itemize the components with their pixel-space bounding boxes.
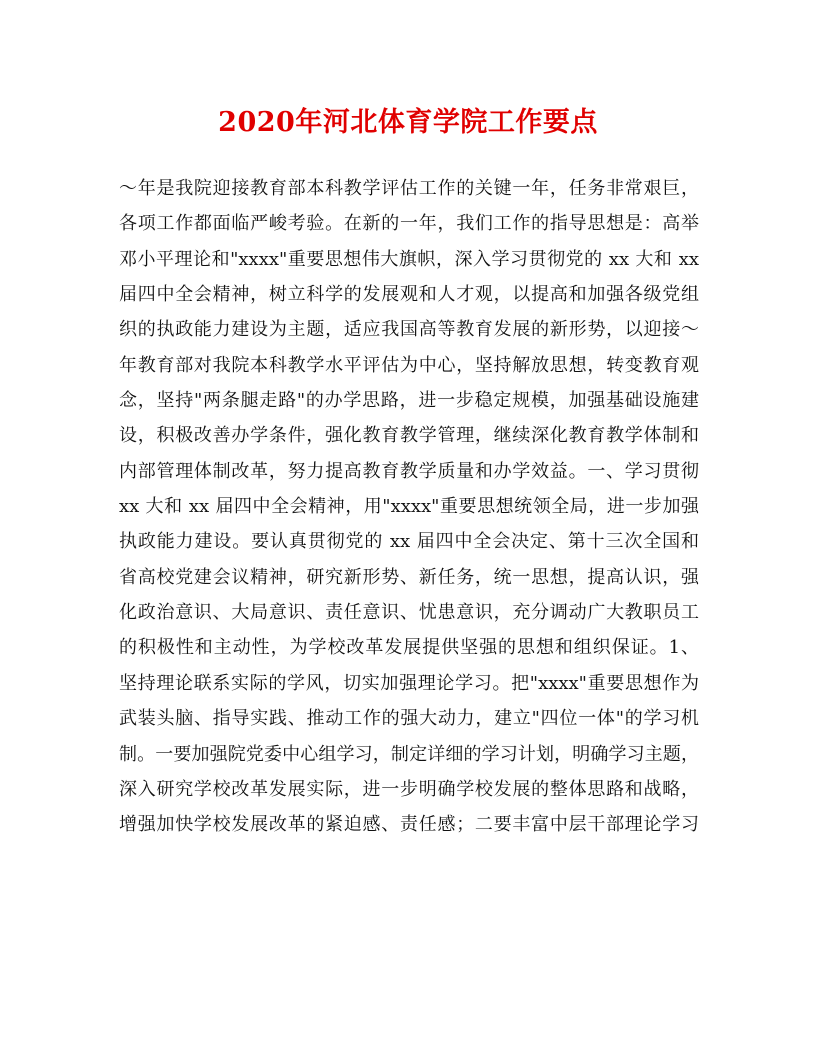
paragraph-line: 念，坚持"两条腿走路"的办学思路，进一步稳定规模，加强基础设施建 [119, 390, 699, 412]
paragraph-line: 设，积极改善办学条件，强化教育教学管理，继续深化教育教学体制和 [119, 425, 699, 447]
paragraph-line: 的积极性和主动性，为学校改革发展提供坚强的思想和组织保证。1、 [119, 637, 699, 659]
paragraph-line: 织的执政能力建设为主题，适应我国高等教育发展的新形势，以迎接～ [119, 319, 699, 341]
paragraph-line: 各项工作都面临严峻考验。在新的一年，我们工作的指导思想是：高举 [119, 213, 699, 235]
paragraph-line: 省高校党建会议精神，研究新形势、新任务，统一思想，提高认识，强 [119, 566, 699, 588]
paragraph-line: 内部管理体制改革，努力提高教育教学质量和办学效益。一、学习贯彻 [119, 460, 699, 482]
document-title: 2020年河北体育学院工作要点 [218, 107, 598, 138]
document-body [119, 171, 699, 843]
paragraph-line: 增强加快学校发展改革的紧迫感、责任感；二要丰富中层干部理论学习 [119, 814, 699, 836]
paragraph-line: 化政治意识、大局意识、责任意识、忧患意识，充分调动广大教职员工 [119, 602, 699, 624]
paragraph-line: 坚持理论联系实际的学风，切实加强理论学习。把"xxxx"重要思想作为 [119, 672, 699, 694]
paragraph-line: ～年是我院迎接教育部本科教学评估工作的关键一年，任务非常艰巨， [119, 178, 699, 199]
paragraph-line: 制。一要加强院党委中心组学习，制定详细的学习计划，明确学习主题， [119, 743, 699, 765]
paragraph-line: 届四中全会精神，树立科学的发展观和人才观，以提高和加强各级党组 [119, 284, 699, 306]
paragraph-line: xx 大和 xx 届四中全会精神，用"xxxx"重要思想统领全局，进一步加强 [119, 496, 699, 518]
paragraph-line: 年教育部对我院本科教学水平评估为中心，坚持解放思想，转变教育观 [119, 354, 699, 376]
paragraph-line: 武装头脑、指导实践、推动工作的强大动力，建立"四位一体"的学习机 [119, 708, 699, 730]
paragraph-line: 深入研究学校改革发展实际，进一步明确学校发展的整体思路和战略， [119, 778, 699, 800]
paragraph-line: 邓小平理论和"xxxx"重要思想伟大旗帜，深入学习贯彻党的 xx 大和 xx [119, 248, 699, 270]
paragraph-line: 执政能力建设。要认真贯彻党的 xx 届四中全会决定、第十三次全国和 [119, 531, 699, 553]
